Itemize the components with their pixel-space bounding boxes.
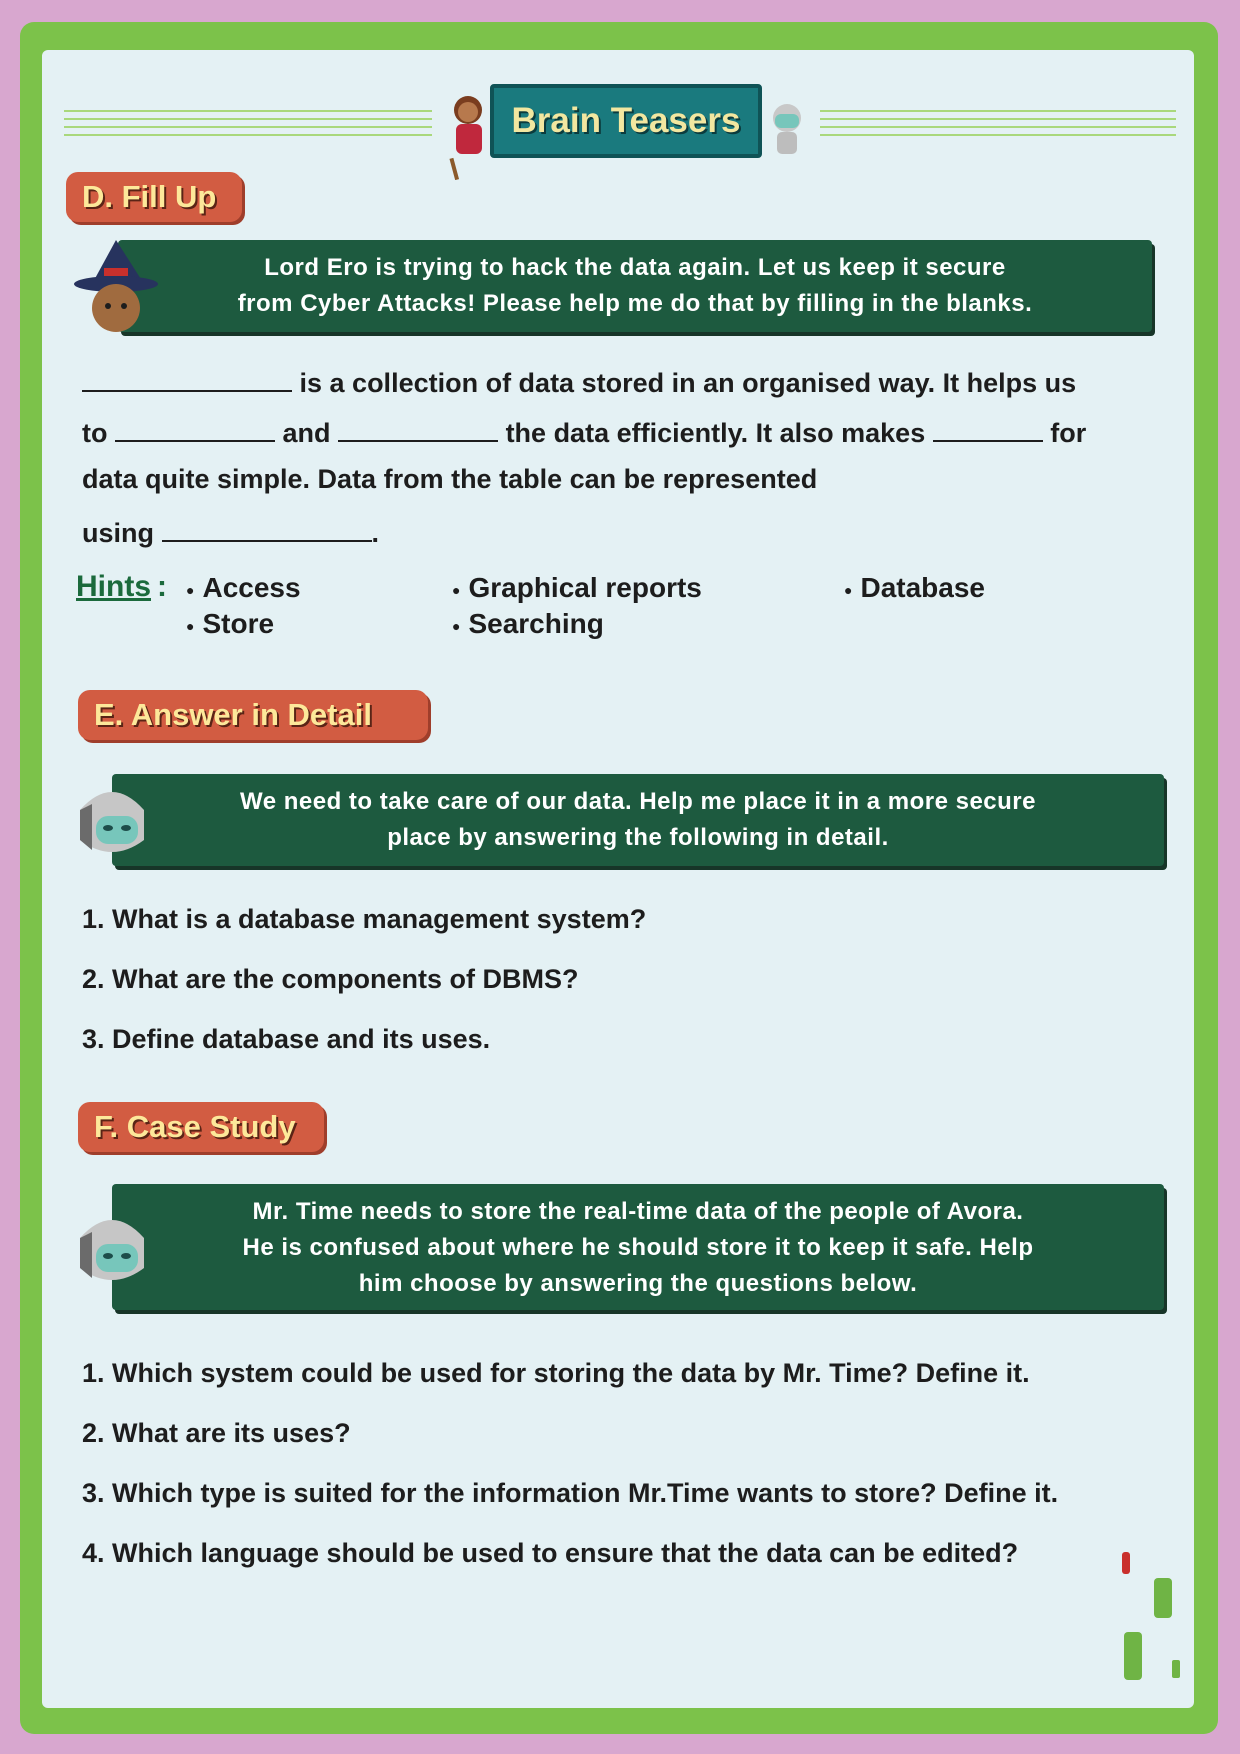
question-e-3: 3. Define database and its uses. [82,1024,491,1054]
section-d-banner [118,240,1152,332]
page-title: Brain Teasers [511,101,741,140]
section-e-intro-line1: We need to take care of our data. Help me place it in a more secure [240,788,1036,815]
section-f-banner [112,1184,1164,1310]
section-f-intro-line1: Mr. Time needs to store the real-time data of the people of Avora. [252,1198,1024,1225]
section-d-intro-line1: Lord Ero is trying to hack the data again. Let us keep it secure [264,254,1006,281]
hint-graphical-reports: ● Graphical reports [452,572,702,604]
hints-label: Hints : [76,570,167,603]
section-f-heading: F. Case Study [78,1102,324,1152]
robot-avatar-icon [72,1208,152,1294]
section-d-intro-line2: from Cyber Attacks! Please help me do that by filling in the blanks. [237,290,1033,317]
girl-mascot-icon [444,88,492,180]
section-f-intro-line2: He is confused about where he should store it to keep it safe. Help [242,1234,1034,1261]
robot-mascot-icon [766,100,808,158]
section-d-heading: D. Fill Up [66,172,242,222]
hint-access: ● Access [186,572,301,604]
hint-database: ● Database [844,572,985,604]
hint-searching: ● Searching [452,608,604,640]
question-f-2: 2. What are its uses? [82,1418,351,1448]
header-rule-left [64,110,432,146]
fillup-line-3: data quite simple. Data from the table can be represented [82,464,818,494]
fillup-line-1: is a collection of data stored in an organised way. It helps us [82,364,1076,399]
title-board [490,84,762,158]
question-f-3: 3. Which type is suited for the information Mr.Time wants to store? Define it. [82,1478,1059,1508]
blank-5[interactable] [162,514,372,542]
blank-1[interactable] [82,364,292,392]
section-e-banner [112,774,1164,866]
fillup-line-2: to and the data efficiently. It also makes for [82,414,1086,449]
section-e-heading: E. Answer in Detail [78,690,428,740]
wizard-avatar-icon [70,238,162,338]
blank-4[interactable] [933,414,1043,442]
question-e-2: 2. What are the components of DBMS? [82,964,579,994]
question-e-1: 1. What is a database management system? [82,904,647,934]
blank-2[interactable] [115,414,275,442]
fillup-line-4: using . [82,514,379,549]
pencil-icon [1116,1548,1196,1684]
robot-avatar-icon [72,780,152,866]
header-rule-right [820,110,1176,146]
section-e-intro-line2: place by answering the following in detail. [387,824,889,851]
question-f-1: 1. Which system could be used for storing the data by Mr. Time? Define it. [82,1358,1030,1388]
hint-store: ● Store [186,608,274,640]
question-f-4: 4. Which language should be used to ensure that the data can be edited? [82,1538,1019,1568]
blank-3[interactable] [338,414,498,442]
section-f-intro-line3: him choose by answering the questions below. [358,1270,918,1297]
